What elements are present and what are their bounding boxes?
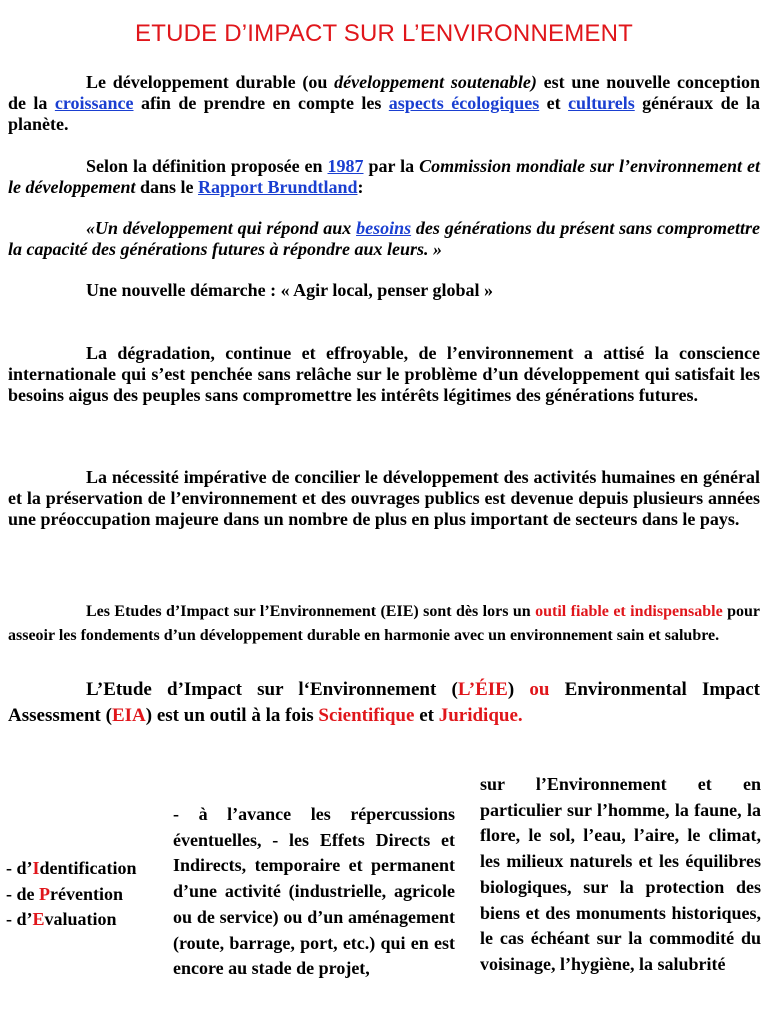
paragraph-approach: Une nouvelle démarche : « Agir local, penser global » (86, 280, 493, 300)
paragraph-degradation: La dégradation, continue et effroyable, de l’environnement a attisé la conscience internationale qui s’est penchée sans relâche sur le problème d’un développement qui satisfait les besoins aigus des peuples sans compromettre les intérêts légitimes des générations futures. (8, 343, 760, 405)
text: afin de prendre en compte les (133, 93, 389, 113)
paragraph-necessity: La nécessité impérative de concilier le développement des activités humaines en général et la préservation de l’environnement et des ouvrages publics est devenue depuis plusieurs années une préoccupation majeure dans un nombre de plus en plus important de secteurs dans le pays. (8, 467, 760, 529)
highlight-letter: P (39, 883, 50, 904)
text: généraux de la planète. (8, 93, 760, 134)
italic-text: Commission mondiale sur l’environnement (419, 156, 743, 176)
paragraph-definition (8, 156, 760, 198)
link-rapport-brundtland[interactable]: Rapport Brundtland (197, 177, 358, 197)
column-environment: sur l’Environnement et en particulier sur l’homme, la faune, la flore, le sol, l’eau, l’aire, le climat, les milieux naturels et les équilibres biologiques, sur la protection des biens et des monuments historiques, le cas échéant sur la commodité du voisinage, l’hygiène, la salubrité (480, 774, 761, 974)
text: ) est un outil à la fois (145, 705, 319, 726)
highlight-eia: EIA (111, 705, 146, 726)
highlight-letter: I (32, 858, 40, 878)
text: Le développement durable (ou (86, 72, 335, 92)
text: L’Etude d’Impact sur l‘Environnement ( (86, 679, 458, 700)
link-besoins[interactable]: besoins (356, 218, 412, 238)
list-item-identification: - d’Identification (6, 858, 137, 878)
text: : (357, 177, 364, 197)
italic-text: et le développement (8, 156, 760, 197)
list-item-evaluation: - d’Evaluation (6, 909, 117, 930)
highlight-scientifique: Scientifique (318, 705, 415, 726)
link-aspects-ecologiques[interactable]: aspects écologiques (388, 93, 540, 113)
highlight-eie: L’ÉIE (457, 679, 508, 700)
text: dans le (135, 177, 198, 197)
list-item-prevention: - de Prévention (6, 883, 123, 904)
text: pour asseoir les fondements d’un développement durable en harmonie avec un environnement sain et salubre. (8, 603, 761, 644)
text: «Un développement qui répond aux (86, 218, 357, 238)
text: et (539, 93, 569, 113)
highlight-ou: ou (529, 679, 550, 700)
italic-text: développement soutenable) (334, 72, 537, 92)
highlight-juridique: Juridique. (438, 705, 523, 726)
text: ) (507, 679, 530, 700)
text: par la (363, 156, 420, 176)
link-culturels[interactable]: culturels (568, 93, 635, 113)
link-1987[interactable]: 1987 (327, 156, 364, 176)
highlight-letter: E (32, 909, 45, 930)
paragraph-eie-tools (8, 600, 760, 648)
page-title: ETUDE D’IMPACT SUR L’ENVIRONNEMENT (135, 20, 633, 47)
link-croissance[interactable]: croissance (54, 93, 134, 113)
text: et (414, 705, 439, 726)
text: Selon la définition proposée en (86, 156, 328, 176)
paragraph-sustainable-development (8, 72, 760, 135)
paragraph-quote (8, 218, 760, 260)
paragraph-eie-definition (8, 677, 760, 729)
column-process-steps (6, 856, 172, 933)
text: Environmental Impact Assessment ( (8, 679, 760, 726)
text: des générations du présent sans compromettre la capacité des générations futures à répondre aux leurs. » (8, 218, 760, 259)
column-effects: - à l’avance les répercussions éventuelles, - les Effets Directs et Indirects, temporaire et permanent d’une activité (industrielle, agricole ou de service) ou d’un aménagement (route, barrage, port, etc.) qui en est encore au stade de projet, (173, 804, 455, 979)
text: est une nouvelle conception de la (8, 72, 760, 113)
highlight-outil-fiable: outil fiable et indispensable (535, 603, 723, 620)
text: Les Etudes d’Impact sur l’Environnement (EIE) sont dès lors un (86, 603, 536, 620)
